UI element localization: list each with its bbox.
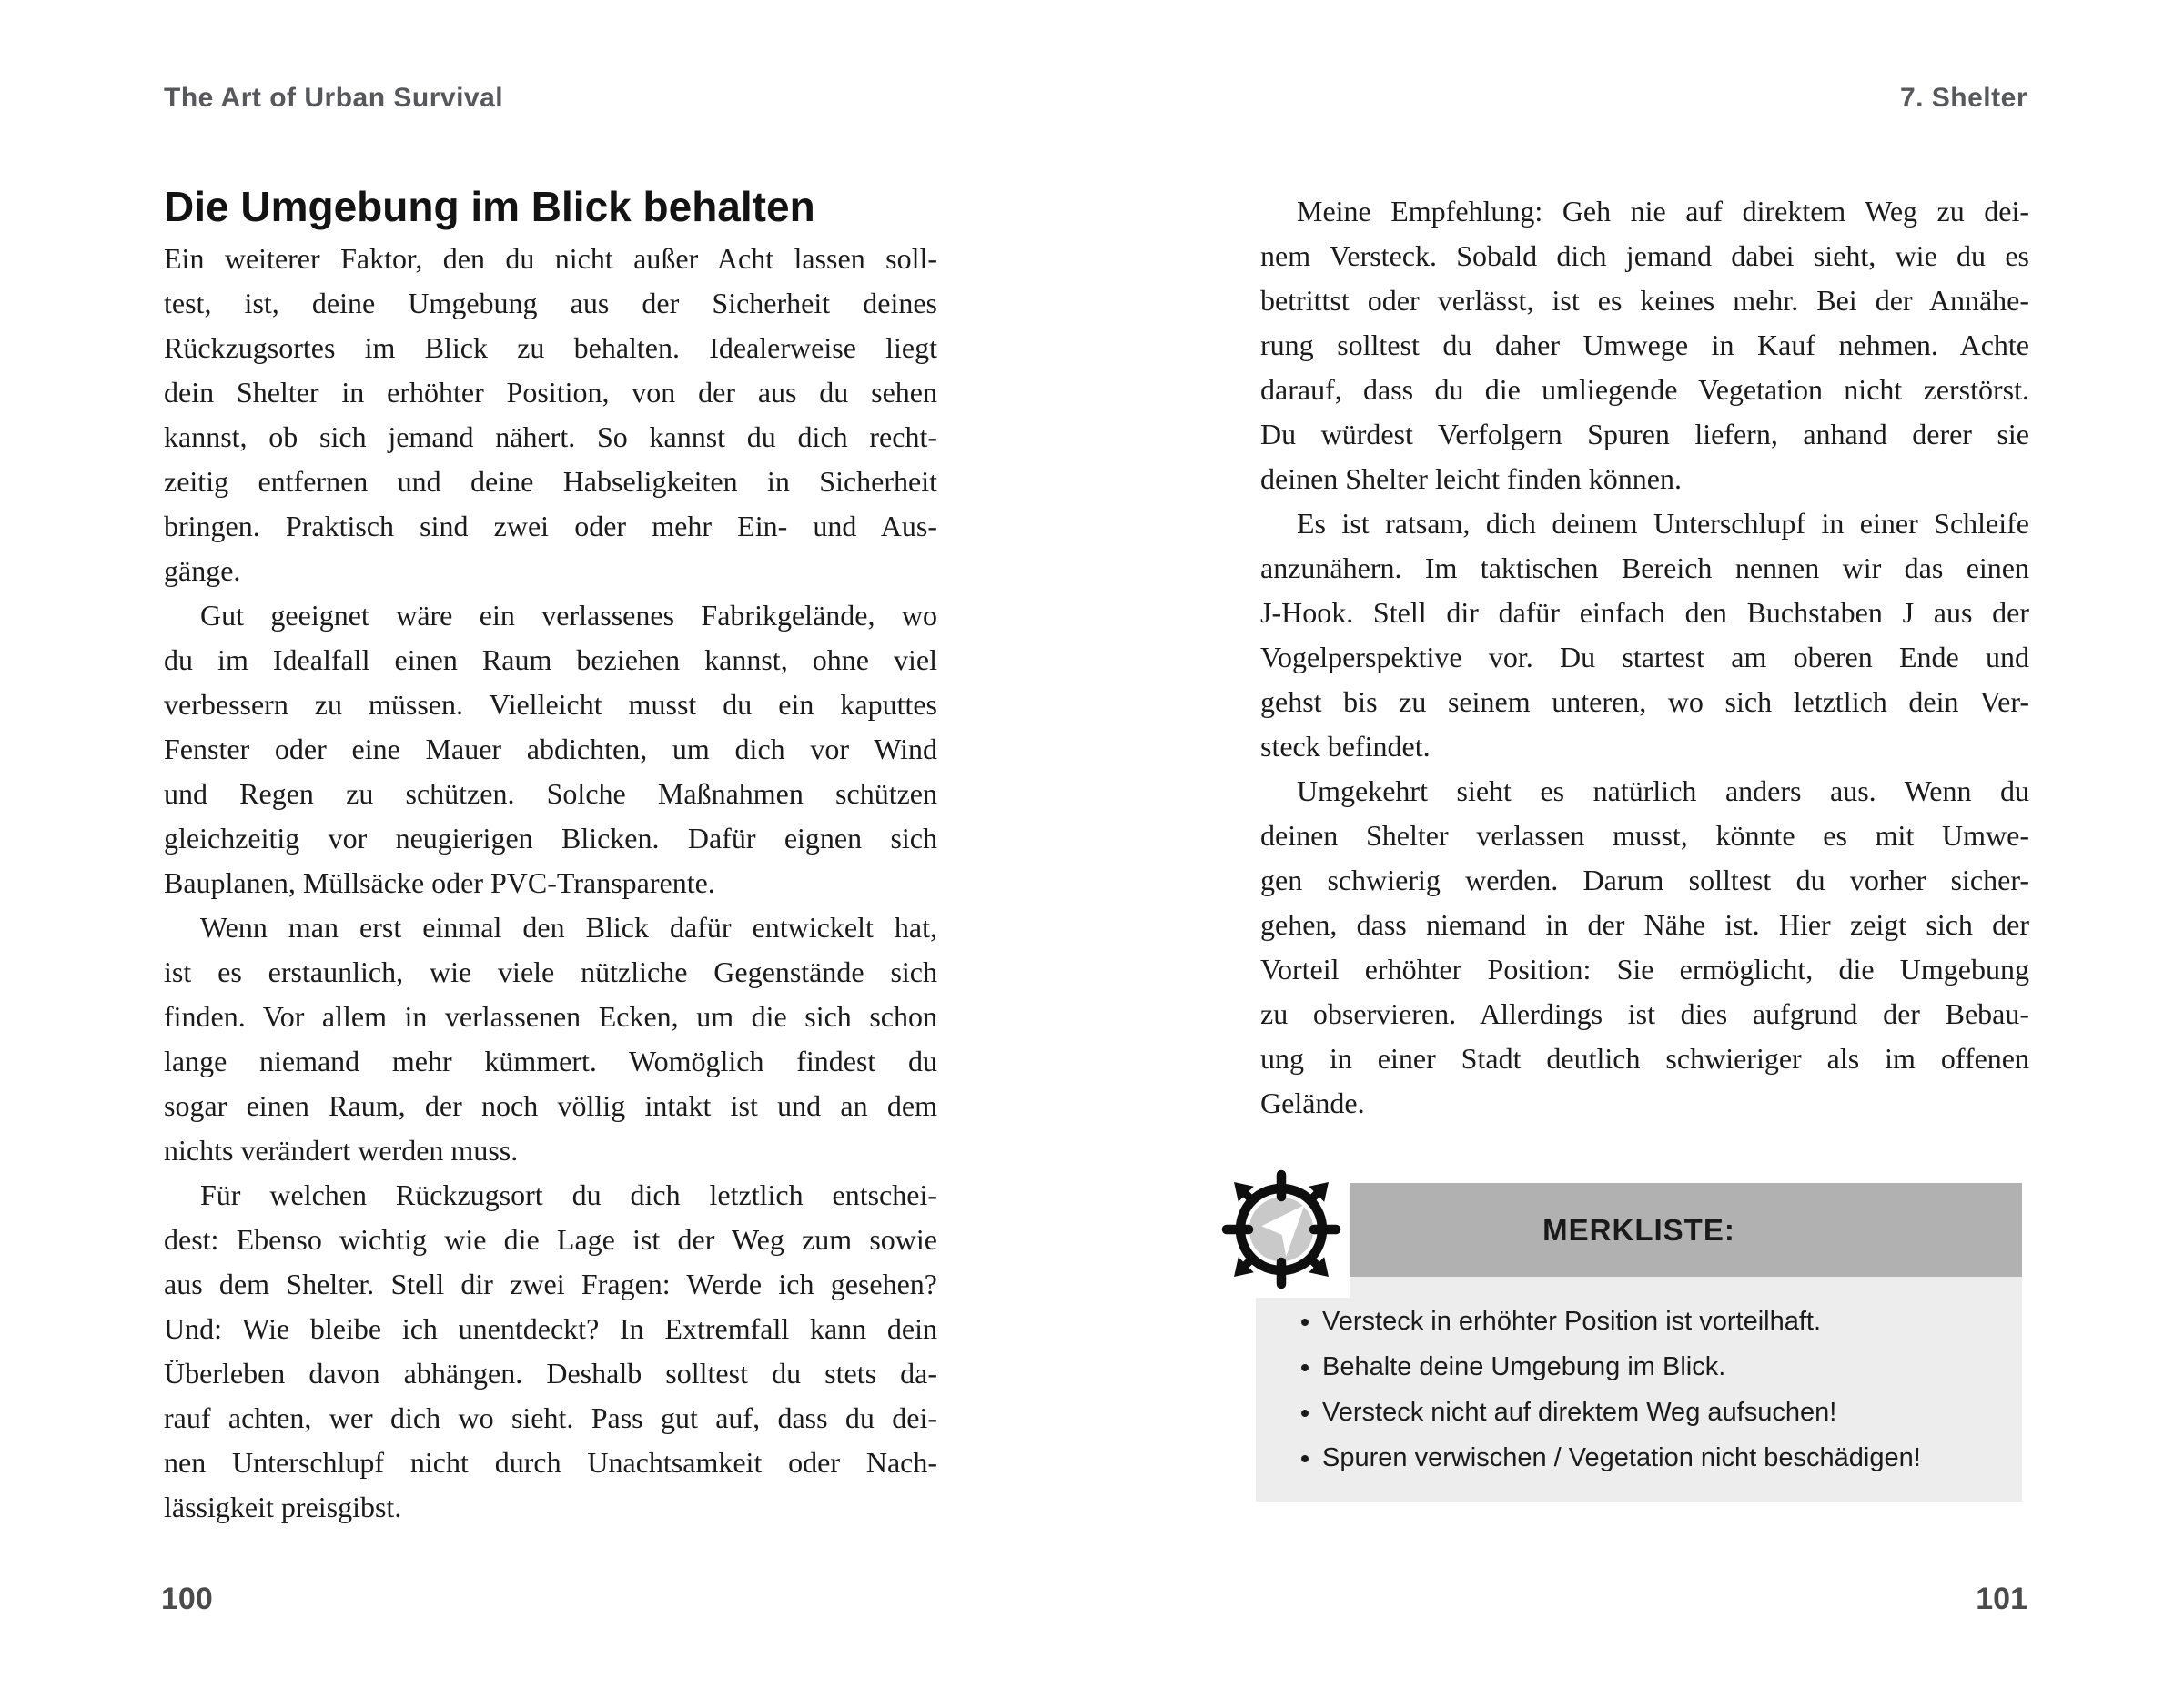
left-page [164, 184, 937, 1530]
text-line: Wenn man erst einmal den Blick dafür entwickelt hat, [200, 911, 937, 944]
text-line: bringen. Praktisch sind zwei oder mehr Ein- und Aus- [164, 510, 937, 542]
text-line: nen Unterschlupf nicht durch Unachtsamkeit oder Nach- [164, 1446, 937, 1479]
text-line: Gut geeignet wäre ein verlassenes Fabrikgelände, wo [200, 599, 937, 632]
text-line: Für welchen Rückzugsort du dich letztlich entschei- [200, 1178, 937, 1211]
text-line: nem Versteck. Sobald dich jemand dabei sieht, wie du es [1260, 239, 2029, 272]
right-page [1260, 189, 2029, 1126]
merkliste-body [1256, 1277, 2022, 1502]
merkliste-header [1256, 1183, 2022, 1277]
text-line: Vogelperspektive vor. Du startest am oberen Ende und [1260, 641, 2029, 673]
text-line: gänge. [164, 554, 241, 587]
text-line: Meine Empfehlung: Geh nie auf direktem Weg zu dei- [1297, 195, 2029, 228]
paragraph [1260, 189, 2029, 501]
text-line: Vorteil erhöhter Position: Sie ermöglicht, die Umgebung [1260, 953, 2029, 986]
text-line: test, ist, deine Umgebung aus der Sicherheit deines [164, 287, 937, 319]
text-line: gleichzeitig vor neugierigen Blicken. Dafür eignen sich [164, 822, 937, 855]
section-heading: Die Umgebung im Blick behalten [164, 183, 815, 230]
text-line: zu observieren. Allerdings ist dies aufgrund der Bebau- [1260, 997, 2029, 1030]
text-line: lässigkeit preisgibst. [164, 1491, 402, 1523]
text-line: deinen Shelter leicht finden können. [1260, 462, 1682, 495]
paragraph [1260, 769, 2029, 1126]
text-line: ist es erstaunlich, wie viele nützliche Gegenstände sich [164, 956, 937, 988]
text-line: kannst, ob sich jemand nähert. So kannst du dich recht- [164, 420, 937, 453]
paragraph [164, 237, 937, 593]
text-line: zeitig entfernen und deine Habseligkeiten in Sicherheit [164, 465, 937, 498]
merkliste-item: • Versteck in erhöhter Position ist vorteilhaft. [1322, 1299, 1995, 1344]
text-line: steck befindet. [1260, 730, 1431, 763]
text-line: Umgekehrt sieht es natürlich anders aus. Wenn du [1297, 774, 2029, 807]
merkliste-item: • Versteck nicht auf direktem Weg aufsuchen! [1322, 1390, 1995, 1435]
text-line: rung solltest du daher Umwege in Kauf nehmen. Achte [1260, 329, 2029, 361]
merkliste-box [1256, 1183, 2022, 1502]
text-line: Rückzugsortes im Blick zu behalten. Idealerweise liegt [164, 331, 937, 364]
text-line: ung in einer Stadt deutlich schwieriger als im offenen [1260, 1042, 2029, 1075]
merkliste-list [1256, 1277, 2022, 1481]
text-line: Es ist ratsam, dich deinem Unterschlupf in einer Schleife [1297, 507, 2029, 540]
text-line: J-Hook. Stell dir dafür einfach den Buchstaben J aus der [1260, 596, 2029, 629]
text-line: verbessern zu müssen. Vielleicht musst du ein kaputtes [164, 688, 937, 721]
text-line: Gelände. [1260, 1087, 1365, 1119]
paragraph [164, 593, 937, 905]
text-line: gehst bis zu seinem unteren, wo sich letztlich dein Ver- [1260, 685, 2029, 718]
text-line: und Regen zu schützen. Solche Maßnahmen schützen [164, 777, 937, 810]
page-number-left: 100 [161, 1582, 213, 1616]
text-line: du im Idealfall einen Raum beziehen kannst, ohne viel [164, 643, 937, 676]
running-head-left: The Art of Urban Survival [164, 83, 504, 113]
text-line: dest: Ebenso wichtig wie die Lage ist der Weg zum sowie [164, 1223, 937, 1256]
paragraph [1260, 501, 2029, 769]
text-line: dein Shelter in erhöhter Position, von der aus du sehen [164, 376, 937, 409]
text-line: Du würdest Verfolgern Spuren liefern, anhand derer sie [1260, 418, 2029, 450]
page-number-right: 101 [1976, 1582, 2027, 1616]
compass-icon [1213, 1161, 1350, 1298]
text-line: gen schwierig werden. Darum solltest du vorher sicher- [1260, 864, 2029, 896]
text-line: deinen Shelter verlassen musst, könnte es mit Umwe- [1260, 819, 2029, 852]
compass-arrows-icon [1213, 1161, 1350, 1298]
merkliste-item: • Spuren verwischen / Vegetation nicht beschädigen! [1322, 1435, 1995, 1481]
text-line: nichts verändert werden muss. [164, 1134, 519, 1167]
text-line: finden. Vor allem in verlassenen Ecken, um die sich schon [164, 1000, 937, 1033]
running-head-right: 7. Shelter [1899, 83, 2027, 113]
text-line: Fenster oder eine Mauer abdichten, um dich vor Wind [164, 733, 937, 765]
text-line: darauf, dass du die umliegende Vegetation nicht zerstörst. [1260, 373, 2029, 406]
text-line: Und: Wie bleibe ich unentdeckt? In Extremfall kann dein [164, 1312, 937, 1345]
paragraph [164, 1173, 937, 1530]
text-line: sogar einen Raum, der noch völlig intakt ist und an dem [164, 1089, 937, 1122]
paragraph [164, 905, 937, 1173]
text-line: anzunähern. Im taktischen Bereich nennen wir das einen [1260, 551, 2029, 584]
text-line: aus dem Shelter. Stell dir zwei Fragen: Werde ich gesehen? [164, 1268, 937, 1300]
text-line: Ein weiterer Faktor, den du nicht außer Acht lassen soll- [164, 242, 937, 275]
text-line: rauf achten, wer dich wo sieht. Pass gut auf, dass du dei- [164, 1401, 937, 1434]
text-line: gehen, dass niemand in der Nähe ist. Hier zeigt sich der [1260, 908, 2029, 941]
text-line: Bauplanen, Müllsäcke oder PVC-Transparente. [164, 866, 715, 899]
text-line: lange niemand mehr kümmert. Womöglich findest du [164, 1045, 937, 1077]
text-line: Überleben davon abhängen. Deshalb solltest du stets da- [164, 1357, 937, 1390]
merkliste-item: • Behalte deine Umgebung im Blick. [1322, 1344, 1995, 1390]
merkliste-title: MERKLISTE: [1542, 1212, 1735, 1247]
text-line: betrittst oder verlässt, ist es keines mehr. Bei der Annähe- [1260, 284, 2029, 317]
